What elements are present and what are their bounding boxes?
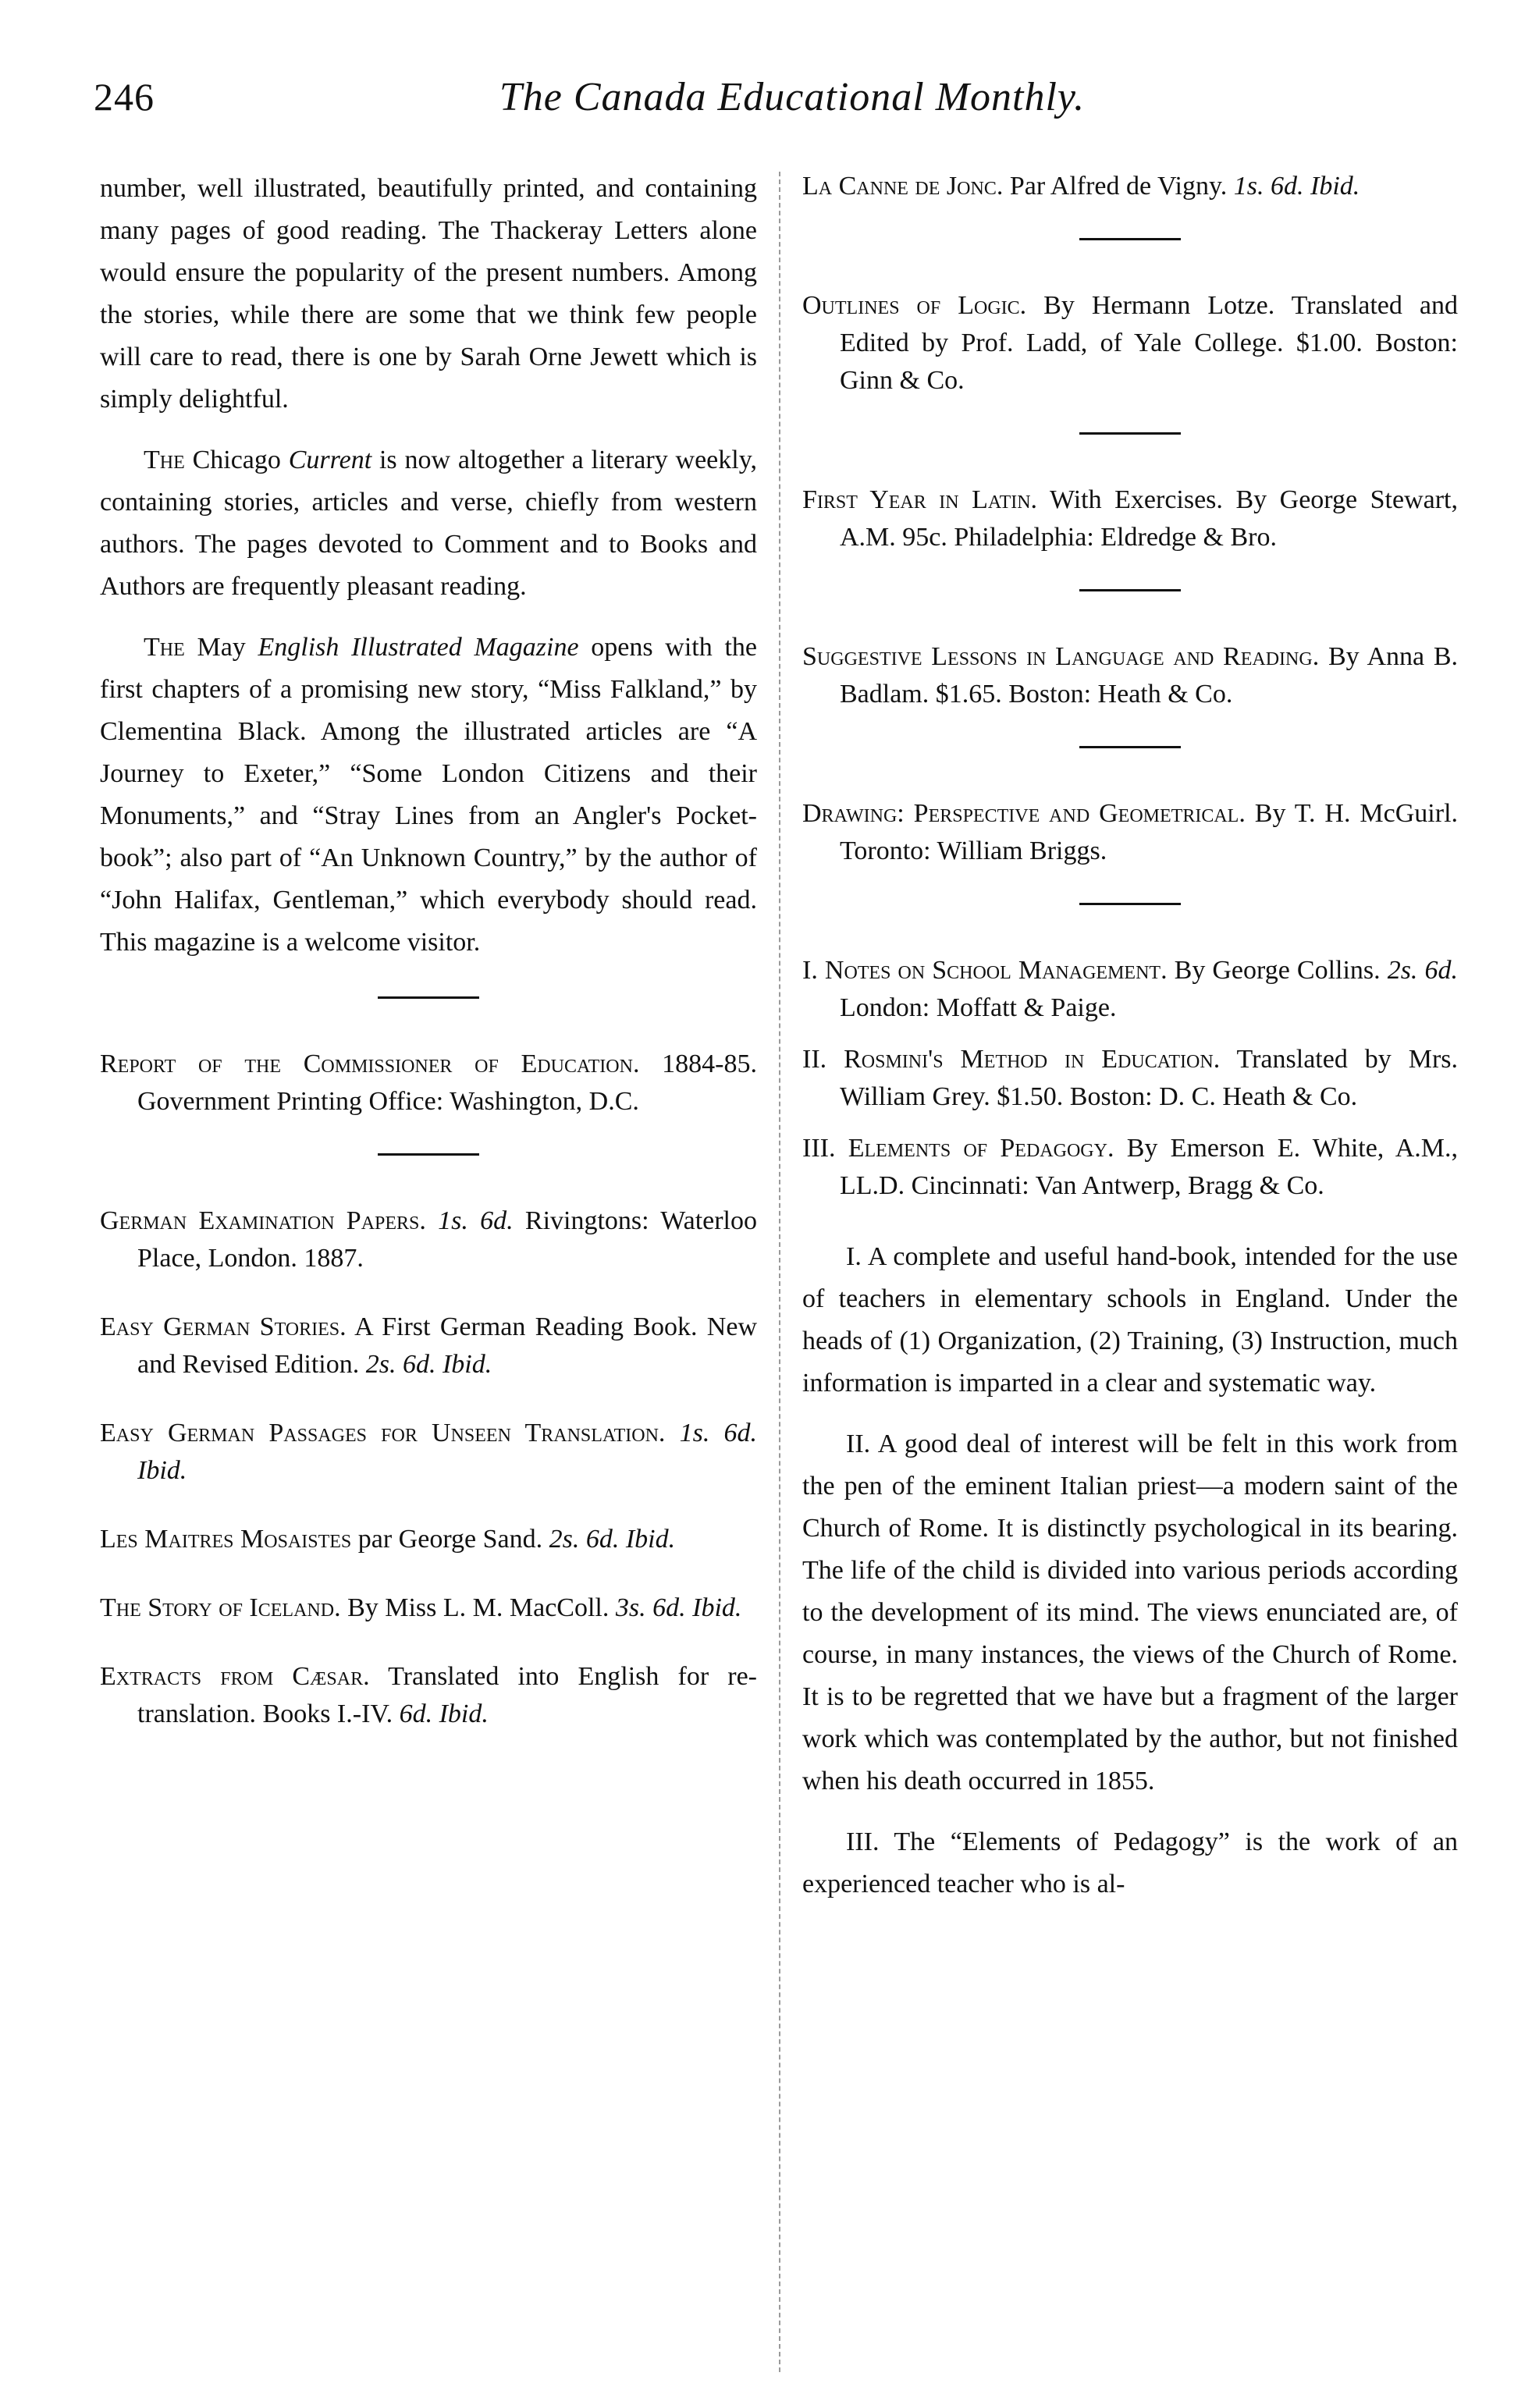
lead-word: The	[144, 633, 185, 662]
left-paragraph-3	[100, 627, 757, 964]
numbered-book-entry	[802, 952, 1458, 1027]
ibid-mark: Ibid.	[435, 1350, 492, 1379]
book-price: 3s. 6d.	[609, 1593, 686, 1622]
numbered-book-entry	[802, 1041, 1458, 1116]
book-price: 2s. 6d.	[1380, 956, 1458, 985]
book-price: 1s. 6d.	[1227, 172, 1304, 201]
periodical-title: Current	[288, 446, 372, 474]
book-details: 1884-85. Government Printing Office: Washington, D.C.	[137, 1050, 758, 1116]
left-paragraph-2	[100, 439, 757, 608]
book-entry	[100, 1046, 757, 1121]
book-details: By T. H. McGuirl. Toronto: William Briggs.	[840, 799, 1459, 865]
book-entry	[802, 481, 1458, 556]
left-paragraph-1: number, well illustrated, beautifully printed, and containing many pages of good reading. The Thackeray Letters alone would ensure the popularity of the present numbers. Among the stories, while there are some that we think few people will care to read, there is one by Sarah Orne Jewett which is simply delightful.	[100, 174, 757, 414]
book-entry	[100, 1202, 757, 1277]
book-entry	[100, 1521, 757, 1558]
section-divider	[1079, 589, 1181, 591]
book-price: 1s. 6d.	[425, 1206, 514, 1235]
book-details: Translated by Mrs. William Grey. $1.50. Boston: D. C. Heath & Co.	[840, 1045, 1458, 1111]
book-details: By Hermann Lotze. Translated and Edited by Prof. Ladd, of Yale College. $1.00. Boston: Ginn & Co.	[840, 291, 1458, 395]
book-entry	[100, 1415, 757, 1490]
book-title: Easy German Stories.	[100, 1312, 347, 1341]
page-number: 246	[94, 75, 155, 119]
book-details: With Exercises. By George Stewart, A.M. 95c. Philadelphia: Eldredge & Bro.	[840, 485, 1458, 552]
running-title: The Canada Educational Monthly.	[499, 75, 1086, 119]
lead-word: The	[144, 446, 185, 474]
book-details: By Emerson E. White, A.M., LL.D. Cincinnati: Van Antwerp, Bragg & Co.	[840, 1134, 1458, 1200]
section-divider	[378, 996, 479, 999]
book-entry	[802, 638, 1458, 713]
book-title: I. Notes on School Management.	[802, 956, 1168, 985]
book-entry	[802, 287, 1458, 400]
review-paragraph-3: III. The “Elements of Pedagogy” is the work of an experienced teacher who is al-	[802, 1827, 1458, 1898]
ibid-mark: Ibid.	[685, 1593, 742, 1622]
book-price: 1s. 6d.	[665, 1419, 757, 1447]
book-details: Rivingtons: Waterloo Place, London. 1887.	[137, 1206, 757, 1273]
book-title: Easy German Passages for Unseen Translation.	[100, 1419, 666, 1447]
left-column	[100, 168, 757, 1764]
page-header	[94, 74, 1491, 137]
paragraph-text: is now altogether a literary weekly, containing stories, articles and verse, chiefly from western authors. The pages devoted to Comment and to Books and Authors are frequently pleasant reading.	[100, 446, 757, 601]
ibid-mark: Ibid.	[1303, 172, 1360, 201]
book-price: 2s. 6d.	[359, 1350, 436, 1379]
section-divider	[1079, 903, 1181, 905]
section-divider	[378, 1153, 479, 1156]
paragraph-text: opens with the first chapters of a promising new story, “Miss Falkland,” by Clementina Black. Among the illustrated articles are “A Journey to Exeter,” “Some London Citizens and their Monuments,” and “Stray Lines from an Angler's Pocket-book”; also part of “An Unknown Country,” by the author of “John Halifax, Gentleman,” which everybody should read. This magazine is a welcome visitor.	[100, 633, 757, 957]
book-entry	[802, 168, 1458, 205]
section-divider	[1079, 746, 1181, 748]
numbered-book-entry	[802, 1130, 1458, 1205]
book-title: Outlines of Logic.	[802, 291, 1027, 320]
column-divider	[779, 172, 780, 2372]
book-entry	[100, 1658, 757, 1733]
book-title: La Canne de Jonc.	[802, 172, 1004, 201]
book-details: Par Alfred de Vigny.	[1003, 172, 1228, 201]
book-title: German Examination Papers.	[100, 1206, 426, 1235]
book-title: III. Elements of Pedagogy.	[802, 1134, 1114, 1163]
book-title: II. Rosmini's Method in Education.	[802, 1045, 1221, 1074]
book-entry	[802, 795, 1458, 870]
book-details: By Miss L. M. MacColl.	[340, 1593, 610, 1622]
review-paragraph-2: II. A good deal of interest will be felt in this work from the pen of the eminent Italian priest—a modern saint of the Church of Rome. It is distinctly psychological in its bearing. The life of the child is divided into various periods according to the development of its mind. The views enunciated are, of course, in many instances, the views of the Church of Rome. It is to be regretted that we have but a fragment of the larger work which was contemplated by the author, but not finished when his death occurred in 1855.	[802, 1430, 1458, 1795]
book-details: London: Moffatt & Paige.	[840, 993, 1117, 1022]
review-paragraph-1: I. A complete and useful hand-book, intended for the use of teachers in elementary schools in England. Under the heads of (1) Organization, (2) Training, (3) Instruction, much information is imparted in a clear and systematic way.	[802, 1242, 1458, 1398]
book-title: Les Maitres Mosaistes	[100, 1525, 352, 1554]
book-title: Extracts from Cæsar.	[100, 1662, 370, 1691]
paragraph-text: Chicago	[184, 446, 289, 474]
book-title: The Story of Iceland.	[100, 1593, 341, 1622]
book-title: Suggestive Lessons in Language and Reading.	[802, 642, 1320, 671]
book-details: By George Collins.	[1167, 956, 1381, 985]
ibid-mark: Ibid.	[137, 1456, 187, 1485]
ibid-mark: Ibid.	[432, 1699, 489, 1728]
paragraph-text: May	[184, 633, 258, 662]
section-divider	[1079, 238, 1181, 240]
book-title: Drawing: Perspective and Geometrical.	[802, 799, 1246, 828]
book-price: 2s. 6d.	[542, 1525, 620, 1554]
right-column	[802, 168, 1458, 1924]
section-divider	[1079, 432, 1181, 435]
book-entry	[100, 1309, 757, 1383]
book-entry	[100, 1589, 757, 1627]
book-title: Report of the Commissioner of Education.	[100, 1050, 640, 1078]
book-details: A First German Reading Book. New and Revised Edition.	[137, 1312, 758, 1379]
ibid-mark: Ibid.	[619, 1525, 676, 1554]
book-price: 6d.	[393, 1699, 433, 1728]
book-details: By Anna B. Badlam. $1.65. Boston: Heath & Co.	[840, 642, 1459, 709]
book-details: Translated into English for re-translation. Books I.-IV.	[137, 1662, 757, 1728]
book-title: First Year in Latin.	[802, 485, 1038, 514]
periodical-title: English Illustrated Magazine	[258, 633, 579, 662]
book-details: par George Sand.	[351, 1525, 543, 1554]
